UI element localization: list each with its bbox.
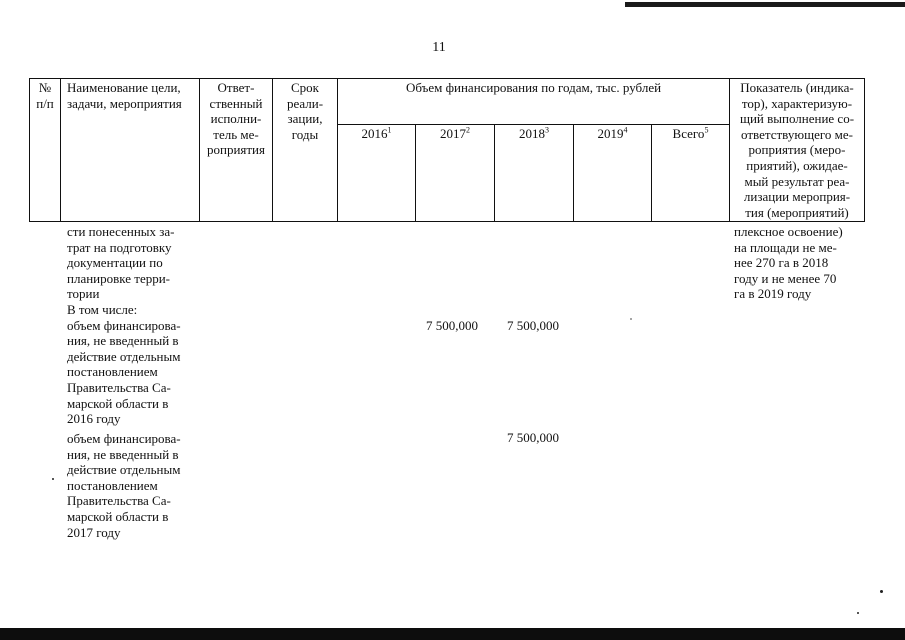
scan-speck <box>857 612 859 614</box>
indicator-text: плексное освоение) на площади не ме- нее 270 га в 2018 году и не менее 70 га в 2019 году <box>734 224 843 302</box>
value-2018-row2: 7 500,000 <box>507 430 559 445</box>
header-name: Наименование цели, задачи, мероприятия <box>67 80 182 111</box>
body-text-block-2: объем финансирова- ния, не введенный в действие отдельным постановлением Правительства Са- марской области в 2017 году <box>67 431 181 540</box>
header-num: № п/п <box>36 80 54 111</box>
scan-speck <box>880 590 883 593</box>
header-year-2018: 2018$^3$ <box>519 125 549 141</box>
header-responsible: Ответ- ственный исполни- тель ме- роприятия <box>206 80 265 158</box>
body-text-block-1: сти понесенных за- трат на подготовку документации по планировке терри- тории В том числе: объем финансирова- ния, не введенный в действие отдельным постановлением Правительства Са- марской области в 2016 году <box>67 224 181 427</box>
scan-speck <box>630 318 632 320</box>
header-total: Всего$^5$ <box>672 125 709 141</box>
header-year-2019: 2019$^4$ <box>597 125 628 141</box>
top-edge-bar <box>625 2 905 7</box>
header-bottom-border <box>29 221 865 222</box>
col-border <box>337 78 338 222</box>
table-top-border <box>29 78 865 79</box>
bottom-edge-bar <box>0 628 905 640</box>
header-funding: Объем финансирования по годам, тыс. рублей <box>405 80 662 95</box>
years-separator <box>337 124 729 125</box>
header-term: Срок реали- зации, годы <box>286 80 324 142</box>
page-number: 11 <box>432 40 446 55</box>
col-border <box>864 78 865 222</box>
col-border <box>60 78 61 222</box>
header-year-2017: 2017$^2$ <box>440 125 470 141</box>
value-2018-row1: 7 500,000 <box>507 318 559 333</box>
scan-speck <box>52 478 54 480</box>
header-year-2016: 2016$^1$ <box>361 125 392 141</box>
value-2017-row1: 7 500,000 <box>426 318 478 333</box>
header-indicator: Показатель (индика- тор), характеризую- щий выполнение со- ответствующего ме- роприятия (меро- приятий), ожидае- мый результат реа- лизации мероприя- тия (мероприятий) <box>739 80 855 220</box>
